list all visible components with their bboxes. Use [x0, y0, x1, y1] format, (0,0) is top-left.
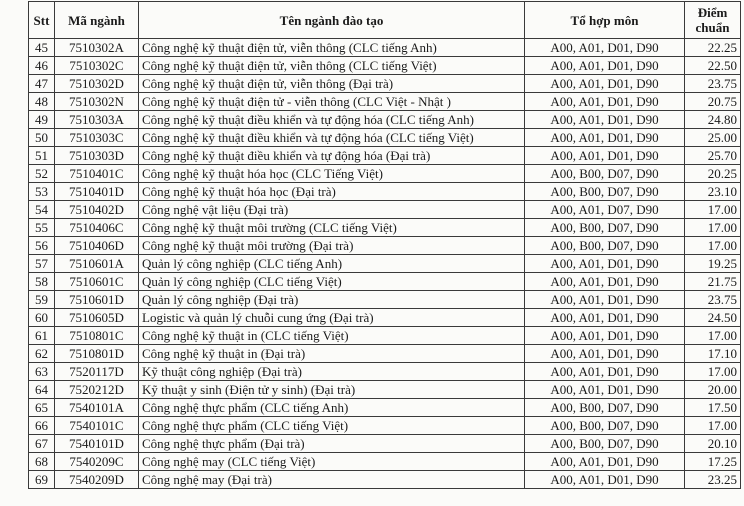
cell-code: 7510601C	[55, 273, 139, 291]
cell-name: Công nghệ may (Đại trà)	[139, 471, 525, 489]
cell-name: Công nghệ kỹ thuật hóa học (CLC Tiếng Việt)	[139, 165, 525, 183]
cell-score: 19.25	[685, 255, 741, 273]
cell-stt: 68	[29, 453, 55, 471]
cell-combo: A00, A01, D01, D90	[525, 381, 685, 399]
table-row	[29, 57, 741, 75]
cell-score: 22.25	[685, 39, 741, 57]
cell-score: 17.50	[685, 399, 741, 417]
table-row	[29, 363, 741, 381]
cell-name: Công nghệ kỹ thuật điện tử - viễn thông (CLC Việt - Nhật )	[139, 93, 525, 111]
table-row	[29, 255, 741, 273]
cell-code: 7510801D	[55, 345, 139, 363]
cell-score: 17.00	[685, 237, 741, 255]
cell-score: 23.75	[685, 291, 741, 309]
cell-code: 7510401D	[55, 183, 139, 201]
cell-stt: 63	[29, 363, 55, 381]
cell-combo: A00, B00, D07, D90	[525, 237, 685, 255]
table-row	[29, 201, 741, 219]
table-row	[29, 219, 741, 237]
cell-combo: A00, B00, D07, D90	[525, 417, 685, 435]
cell-stt: 64	[29, 381, 55, 399]
header-stt: Stt	[29, 2, 55, 39]
cell-stt: 49	[29, 111, 55, 129]
cell-score: 17.00	[685, 327, 741, 345]
cell-score: 20.10	[685, 435, 741, 453]
cell-combo: A00, A01, D01, D90	[525, 39, 685, 57]
table-row	[29, 39, 741, 57]
cell-code: 7540209D	[55, 471, 139, 489]
cell-code: 7540101A	[55, 399, 139, 417]
cell-name: Kỹ thuật y sinh (Điện tử y sinh) (Đại trà)	[139, 381, 525, 399]
cell-name: Công nghệ kỹ thuật môi trường (CLC tiếng Việt)	[139, 219, 525, 237]
table-body	[29, 39, 741, 489]
cell-code: 7510302A	[55, 39, 139, 57]
table-header	[29, 2, 741, 39]
cell-code: 7510401C	[55, 165, 139, 183]
cell-combo: A00, A01, D01, D90	[525, 111, 685, 129]
table-row	[29, 93, 741, 111]
cell-name: Công nghệ kỹ thuật điều khiển và tự động hóa (Đại trà)	[139, 147, 525, 165]
cell-stt: 66	[29, 417, 55, 435]
cell-stt: 45	[29, 39, 55, 57]
cell-combo: A00, A01, D07, D90	[525, 201, 685, 219]
cell-combo: A00, A01, D01, D90	[525, 471, 685, 489]
header-score: Điểm chuẩn	[685, 2, 741, 39]
cell-code: 7510303A	[55, 111, 139, 129]
cell-score: 25.70	[685, 147, 741, 165]
cell-code: 7520117D	[55, 363, 139, 381]
cell-stt: 48	[29, 93, 55, 111]
cell-score: 25.00	[685, 129, 741, 147]
table-row	[29, 345, 741, 363]
cell-combo: A00, A01, D01, D90	[525, 453, 685, 471]
cell-name: Công nghệ kỹ thuật điều khiển và tự động hóa (CLC tiếng Việt)	[139, 129, 525, 147]
cell-stt: 67	[29, 435, 55, 453]
cell-name: Công nghệ kỹ thuật điện tử, viễn thông (CLC tiếng Anh)	[139, 39, 525, 57]
table-row	[29, 75, 741, 93]
cell-combo: A00, A01, D01, D90	[525, 363, 685, 381]
cell-combo: A00, A01, D01, D90	[525, 255, 685, 273]
cell-stt: 52	[29, 165, 55, 183]
cell-combo: A00, B00, D07, D90	[525, 399, 685, 417]
table-row	[29, 453, 741, 471]
cell-combo: A00, A01, D01, D90	[525, 129, 685, 147]
cell-score: 17.00	[685, 417, 741, 435]
table-row	[29, 435, 741, 453]
cell-score: 22.50	[685, 57, 741, 75]
table-row	[29, 471, 741, 489]
cell-code: 7510303D	[55, 147, 139, 165]
table-row	[29, 381, 741, 399]
table-row	[29, 273, 741, 291]
cell-code: 7540101D	[55, 435, 139, 453]
cell-name: Công nghệ kỹ thuật hóa học (Đại trà)	[139, 183, 525, 201]
cell-stt: 50	[29, 129, 55, 147]
cell-name: Công nghệ kỹ thuật in (CLC tiếng Việt)	[139, 327, 525, 345]
cell-combo: A00, B00, D07, D90	[525, 219, 685, 237]
cell-name: Quản lý công nghiệp (CLC tiếng Việt)	[139, 273, 525, 291]
cell-code: 7520212D	[55, 381, 139, 399]
cell-combo: A00, A01, D01, D90	[525, 345, 685, 363]
cell-name: Công nghệ thực phẩm (CLC tiếng Việt)	[139, 417, 525, 435]
cell-combo: A00, A01, D01, D90	[525, 309, 685, 327]
cell-combo: A00, B00, D07, D90	[525, 435, 685, 453]
cell-combo: A00, A01, D01, D90	[525, 291, 685, 309]
header-name: Tên ngành đào tạo	[139, 2, 525, 39]
table-row	[29, 129, 741, 147]
table-row	[29, 165, 741, 183]
cell-name: Công nghệ kỹ thuật điều khiển và tự động hóa (CLC tiếng Anh)	[139, 111, 525, 129]
cell-score: 21.75	[685, 273, 741, 291]
cell-score: 17.00	[685, 219, 741, 237]
cell-name: Kỹ thuật công nghiệp (Đại trà)	[139, 363, 525, 381]
table-row	[29, 399, 741, 417]
cell-stt: 47	[29, 75, 55, 93]
cell-score: 23.75	[685, 75, 741, 93]
table-row	[29, 417, 741, 435]
table-row	[29, 309, 741, 327]
table-row	[29, 183, 741, 201]
cell-stt: 62	[29, 345, 55, 363]
cell-combo: A00, B00, D07, D90	[525, 183, 685, 201]
cell-code: 7540209C	[55, 453, 139, 471]
cell-score: 23.25	[685, 471, 741, 489]
cell-stt: 55	[29, 219, 55, 237]
cell-stt: 53	[29, 183, 55, 201]
cell-stt: 56	[29, 237, 55, 255]
cell-stt: 58	[29, 273, 55, 291]
cell-combo: A00, A01, D01, D90	[525, 93, 685, 111]
cell-score: 24.50	[685, 309, 741, 327]
cell-stt: 65	[29, 399, 55, 417]
cell-code: 7510601A	[55, 255, 139, 273]
cell-combo: A00, A01, D01, D90	[525, 75, 685, 93]
cell-name: Công nghệ may (CLC tiếng Việt)	[139, 453, 525, 471]
cell-combo: A00, A01, D01, D90	[525, 327, 685, 345]
cell-stt: 61	[29, 327, 55, 345]
cell-name: Công nghệ vật liệu (Đại trà)	[139, 201, 525, 219]
cell-score: 17.00	[685, 363, 741, 381]
cell-combo: A00, A01, D01, D90	[525, 147, 685, 165]
table-row	[29, 237, 741, 255]
cell-code: 7510303C	[55, 129, 139, 147]
cell-name: Logistic và quản lý chuỗi cung ứng (Đại trà)	[139, 309, 525, 327]
cell-combo: A00, B00, D07, D90	[525, 165, 685, 183]
cell-code: 7510302D	[55, 75, 139, 93]
table-row	[29, 147, 741, 165]
cell-code: 7510801C	[55, 327, 139, 345]
cell-score: 20.75	[685, 93, 741, 111]
cell-name: Công nghệ kỹ thuật điện tử, viễn thông (CLC tiếng Việt)	[139, 57, 525, 75]
cell-code: 7510406C	[55, 219, 139, 237]
cell-code: 7540101C	[55, 417, 139, 435]
table-row	[29, 327, 741, 345]
cell-code: 7510601D	[55, 291, 139, 309]
cell-name: Quản lý công nghiệp (Đại trà)	[139, 291, 525, 309]
cell-stt: 69	[29, 471, 55, 489]
cell-score: 17.10	[685, 345, 741, 363]
cell-name: Công nghệ kỹ thuật môi trường (Đại trà)	[139, 237, 525, 255]
cell-stt: 60	[29, 309, 55, 327]
cell-score: 24.80	[685, 111, 741, 129]
cell-name: Công nghệ kỹ thuật in (Đại trà)	[139, 345, 525, 363]
cell-score: 23.10	[685, 183, 741, 201]
cell-score: 20.25	[685, 165, 741, 183]
cell-score: 17.25	[685, 453, 741, 471]
cell-name: Công nghệ thực phẩm (Đại trà)	[139, 435, 525, 453]
header-code: Mã ngành	[55, 2, 139, 39]
admission-scores-table	[28, 1, 741, 489]
cell-name: Quản lý công nghiệp (CLC tiếng Anh)	[139, 255, 525, 273]
cell-name: Công nghệ kỹ thuật điện tử, viễn thông (Đại trà)	[139, 75, 525, 93]
cell-code: 7510402D	[55, 201, 139, 219]
cell-stt: 51	[29, 147, 55, 165]
cell-score: 17.00	[685, 201, 741, 219]
cell-combo: A00, A01, D01, D90	[525, 273, 685, 291]
cell-stt: 54	[29, 201, 55, 219]
header-combo: Tổ hợp môn	[525, 2, 685, 39]
cell-code: 7510302C	[55, 57, 139, 75]
cell-stt: 59	[29, 291, 55, 309]
cell-stt: 46	[29, 57, 55, 75]
cell-name: Công nghệ thực phẩm (CLC tiếng Anh)	[139, 399, 525, 417]
table-row	[29, 291, 741, 309]
table-row	[29, 111, 741, 129]
cell-code: 7510302N	[55, 93, 139, 111]
cell-combo: A00, A01, D01, D90	[525, 57, 685, 75]
header-row	[29, 2, 741, 39]
cell-score: 20.00	[685, 381, 741, 399]
cell-stt: 57	[29, 255, 55, 273]
cell-code: 7510406D	[55, 237, 139, 255]
cell-code: 7510605D	[55, 309, 139, 327]
